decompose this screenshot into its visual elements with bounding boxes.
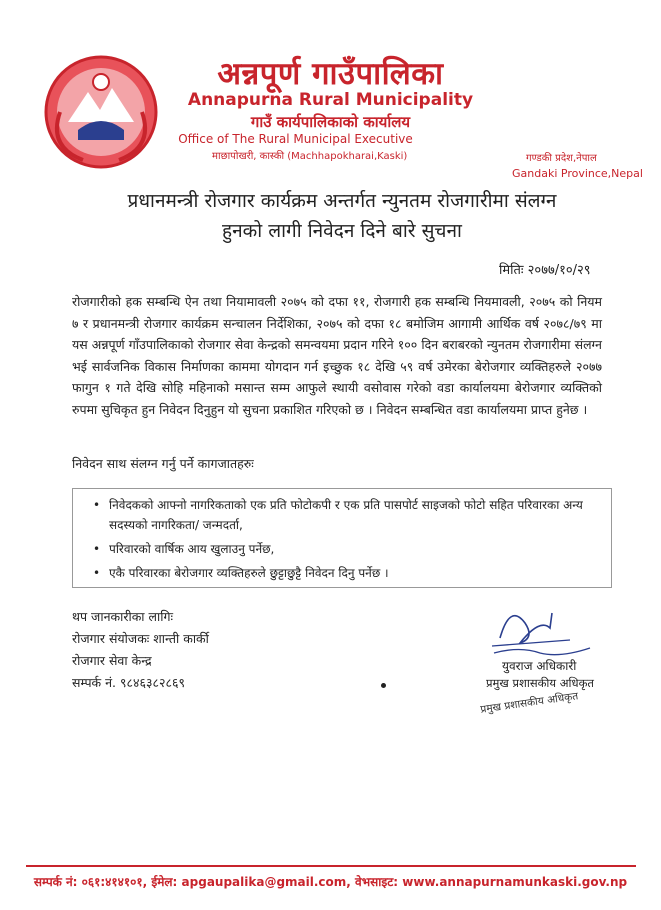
list-item	[87, 563, 603, 583]
contact-block	[72, 606, 209, 694]
province-en: Gandaki Province,Nepal	[512, 167, 643, 180]
office-address: माछापोखरी, कास्की (Machhapokharai,Kaski)	[212, 151, 408, 162]
list-item	[87, 539, 603, 559]
office-name-en: Office of The Rural Municipal Executive	[178, 132, 413, 146]
requirements-list	[73, 489, 611, 583]
requirements-heading: निवेदन साथ संलग्न गर्नु पर्ने कागजातहरुः	[72, 456, 254, 471]
requirement-text: परिवारको वार्षिक आय खुलाउनु पर्नेछ,	[109, 542, 275, 556]
bullet-icon: •	[93, 566, 101, 580]
signatory-name: युवराज अधिकारी	[502, 659, 577, 673]
official-stamp: प्रमुख प्रशासकीय अधिकृत	[479, 690, 579, 716]
requirements-box	[72, 488, 612, 588]
contact-coordinator: रोजगार संयोजकः शान्ती कार्की	[72, 631, 209, 646]
requirement-text: निवेदकको आफ्नो नागरिकताको एक प्रति फोटोकपी र एक प्रति पासपोर्ट साइजको फोटो सहित परिवारका अन्य सदस्यको नागरिकता/ जन्मदर्ता,	[109, 498, 583, 532]
bullet-icon: •	[93, 498, 101, 512]
office-name-np: गाउँ कार्यपालिकाको कार्यालय	[250, 113, 411, 131]
footer-contact: सम्पर्क नं: ०६१:४१४१०१, ईमेल: apgaupalika@gmail.com, वेभसाइट: www.annapurnamunkaski.gov.np	[33, 875, 628, 889]
footer-divider	[26, 865, 636, 867]
province-np: गण्डकी प्रदेश,नेपाल	[526, 153, 597, 164]
notice-body: रोजगारीको हक सम्बन्धि ऐन तथा नियामावली २०७५ को दफा ११, रोजगारी हक सम्बन्धि नियमावली, २०७५ को नियम ७ र प्रधानमन्त्री रोजगार कार्यक्रम सन्चालन निर्देशिका, २०७५ को दफा १८ बमोजिम आगामी आर्थिक वर्ष २०७८/७९ मा यस अन्नपूर्ण गाँउपालिकाको रोजगार सेवा केन्द्रको समन्वयमा प्रदान गरिने १०० दिन बराबरको न्युनतम रोजगारीमा संलग्न भई सार्वजनिक विकास निर्माणका काममा योगदान गर्न इच्छुक १८ देखि ५९ वर्ष उमेरका बेरोजगार व्यक्तिहरुले २०७७ फागुन १ गते देखि सोहि महिनाको मसान्त सम्म आफुले स्थायी वसोवास गरेको वडा कार्यालयमा बेरोजगार व्यक्तिको रुपमा सुचिकृत हुन निवेदन दिनुहुन यो सुचना प्रकाशित गरिएको छ । निवेदन सम्बन्धित वडा कार्यालयमा प्राप्त हुनेछ ।	[72, 294, 602, 417]
notice-title-line2: हुनको लागी निवेदन दिने बारे सुचना	[222, 220, 462, 242]
contact-heading: थप जानकारीका लागिः	[72, 609, 174, 624]
signatory-title: प्रमुख प्रशासकीय अधिकृत	[486, 676, 594, 690]
list-item	[87, 495, 603, 535]
contact-phone: सम्पर्क नं. ९८४६३८२८६९	[72, 675, 185, 690]
requirement-text: एकै परिवारका बेरोजगार व्यक्तिहरुले छुट्टाछुट्टै निवेदन दिनु पर्नेछ ।	[109, 566, 389, 580]
stray-mark	[381, 683, 386, 688]
bullet-icon: •	[93, 542, 101, 556]
contact-center: रोजगार सेवा केन्द्र	[72, 653, 152, 668]
municipality-name-en: Annapurna Rural Municipality	[187, 90, 474, 110]
municipality-name-np: अन्नपूर्ण गाउँपालिका	[217, 56, 444, 92]
notice-date: मितिः २०७७/१०/२९	[499, 263, 591, 278]
notice-title-line1: प्रधानमन्त्री रोजगार कार्यक्रम अन्तर्गत न्युनतम रोजगारीमा संलग्न	[127, 190, 557, 212]
